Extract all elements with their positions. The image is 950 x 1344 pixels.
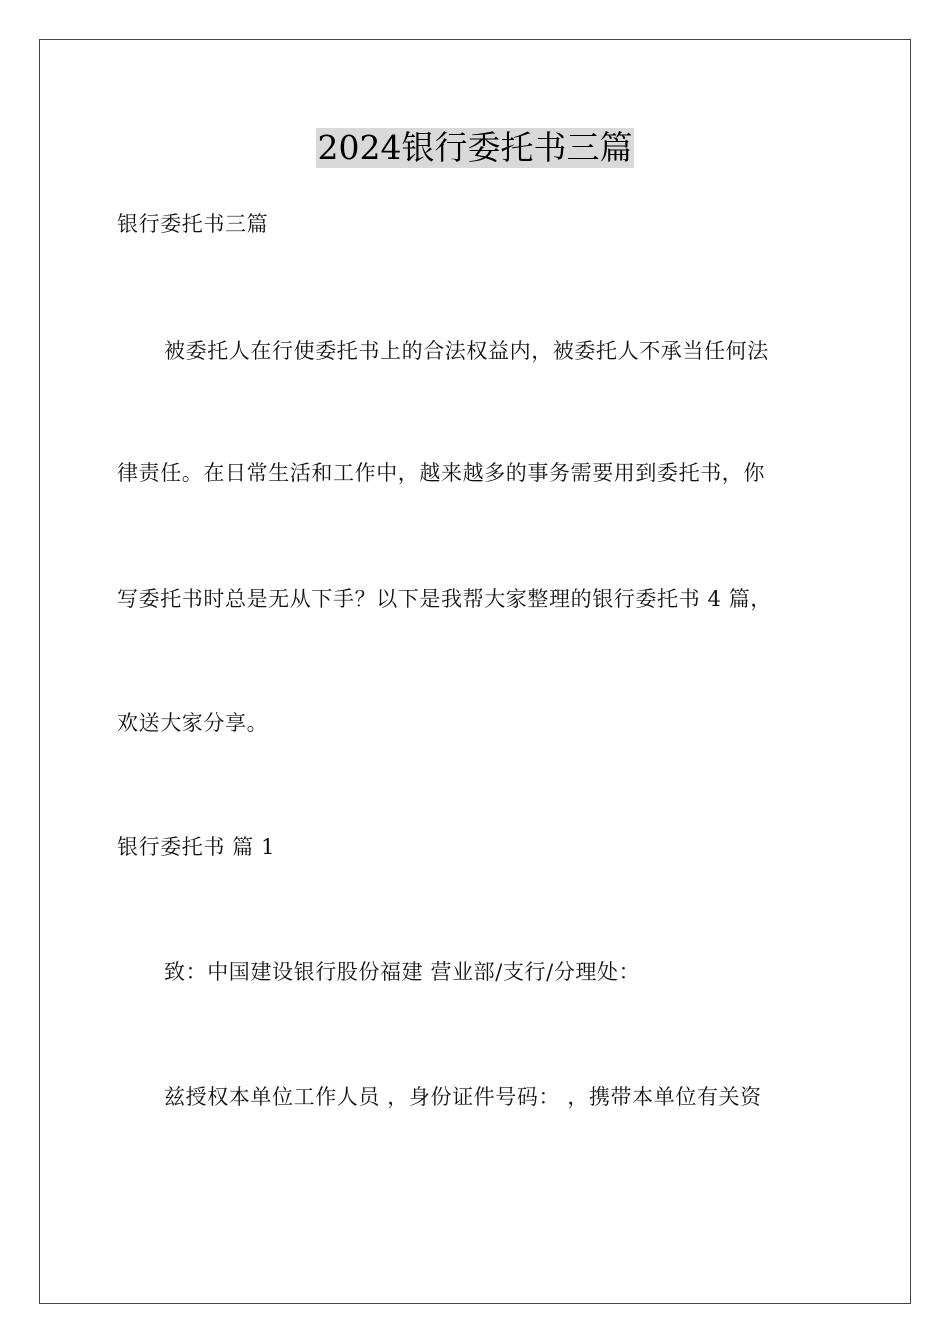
paragraph-line: 欢送大家分享。 <box>117 711 269 735</box>
paragraph-line: 兹授权本单位工作人员 ，身份证件号码： ，携带本单位有关资 <box>164 1085 762 1109</box>
paragraph-line: 律责任。在日常生活和工作中，越来越多的事务需要用到委托书，你 <box>117 461 765 485</box>
section-heading: 银行委托书 篇 1 <box>117 835 276 859</box>
paragraph-line: 被委托人在行使委托书上的合法权益内，被委托人不承当任何法 <box>164 339 769 363</box>
addressee-line: 致：中国建设银行股份福建 营业部/支行/分理处： <box>164 960 641 984</box>
document-title: 2024银行委托书三篇 <box>317 128 633 167</box>
paragraph-line: 写委托书时总是无从下手？以下是我帮大家整理的银行委托书 4 篇， <box>117 587 772 611</box>
document-subtitle: 银行委托书三篇 <box>117 212 269 236</box>
title-container <box>0 128 950 168</box>
